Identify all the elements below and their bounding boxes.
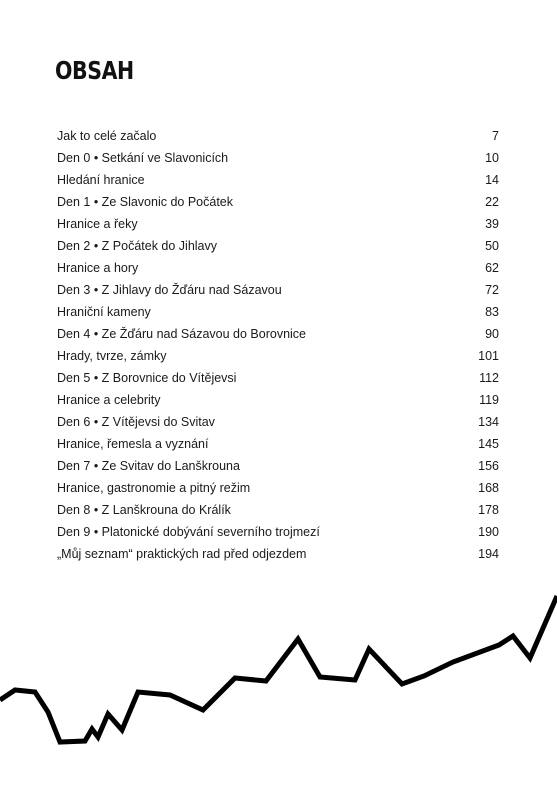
toc-entry[interactable] [57,499,499,521]
page-title: OBSAH [55,56,134,85]
toc-entry-page: 72 [485,283,499,297]
toc-entry-title: Hranice, řemesla a vyznání [57,437,209,451]
toc-entry-title: „Můj seznam“ praktických rad před odjezdem [57,547,307,561]
toc-entry-page: 119 [479,393,499,407]
toc-entry-title: Hledání hranice [57,173,145,187]
toc-entry-title: Den 4 • Ze Žďáru nad Sázavou do Borovnice [57,327,307,341]
toc-entry[interactable] [57,191,499,213]
border-line-illustration [0,580,557,760]
toc-entry[interactable] [57,411,499,433]
toc-entry-title: Den 3 • Z Jihlavy do Žďáru nad Sázavou [57,283,282,297]
toc-entry-title: Den 1 • Ze Slavonic do Počátek [57,195,234,209]
toc-entry-page: 156 [478,459,499,473]
toc-entry[interactable] [57,345,499,367]
toc-entry-title: Den 5 • Z Borovnice do Vítějevsi [57,371,237,385]
toc-entry[interactable] [57,389,499,411]
toc-entry-page: 14 [485,173,499,187]
toc-entry[interactable] [57,323,499,345]
toc-entry[interactable] [57,213,499,235]
toc-entry[interactable] [57,125,499,147]
toc-entry-page: 194 [478,547,499,561]
toc-entry[interactable] [57,301,499,323]
toc-entry-page: 7 [492,129,499,143]
toc-entry-title: Den 9 • Platonické dobývání severního trojmezí [57,525,320,539]
toc-entry-title: Den 2 • Z Počátek do Jihlavy [57,239,218,253]
toc-entry-title: Hranice, gastronomie a pitný režim [57,481,251,495]
toc-entry-title: Jak to celé začalo [57,129,157,143]
toc-entry-page: 112 [479,371,499,385]
toc-entry-page: 190 [478,525,499,539]
toc-entry-title: Hranice a řeky [57,217,138,231]
border-zigzag-line [0,596,557,742]
toc-entry-title: Hraniční kameny [57,305,151,319]
toc-entry-title: Den 0 • Setkání ve Slavonicích [57,151,229,165]
toc-entry-page: 62 [485,261,499,275]
toc-entry[interactable] [57,455,499,477]
toc-entry-page: 39 [485,217,499,231]
toc-entry[interactable] [57,543,499,565]
toc-entry-page: 101 [478,349,499,363]
toc-entry[interactable] [57,521,499,543]
toc-entry-page: 168 [478,481,499,495]
toc-entry-page: 178 [478,503,499,517]
toc-entry-title: Den 8 • Z Lanškrouna do Králík [57,503,231,517]
toc-entry[interactable] [57,147,499,169]
toc-entry[interactable] [57,279,499,301]
toc-entry[interactable] [57,257,499,279]
toc-entry[interactable] [57,169,499,191]
toc-entry-page: 50 [485,239,499,253]
toc-entry-title: Hranice a celebrity [57,393,161,407]
toc-entry-title: Den 7 • Ze Svitav do Lanškrouna [57,459,240,473]
toc-entry-page: 145 [478,437,499,451]
toc-entry-page: 90 [485,327,499,341]
toc-entry[interactable] [57,433,499,455]
toc-entry-page: 10 [485,151,499,165]
toc-entry[interactable] [57,367,499,389]
toc-entry-page: 83 [485,305,499,319]
toc-entry[interactable] [57,477,499,499]
toc-entry-page: 134 [478,415,499,429]
toc-entry-title: Hrady, tvrze, zámky [57,349,167,363]
table-of-contents [57,125,499,565]
toc-entry-title: Den 6 • Z Vítějevsi do Svitav [57,415,215,429]
toc-entry-page: 22 [485,195,499,209]
toc-entry-title: Hranice a hory [57,261,139,275]
toc-entry[interactable] [57,235,499,257]
